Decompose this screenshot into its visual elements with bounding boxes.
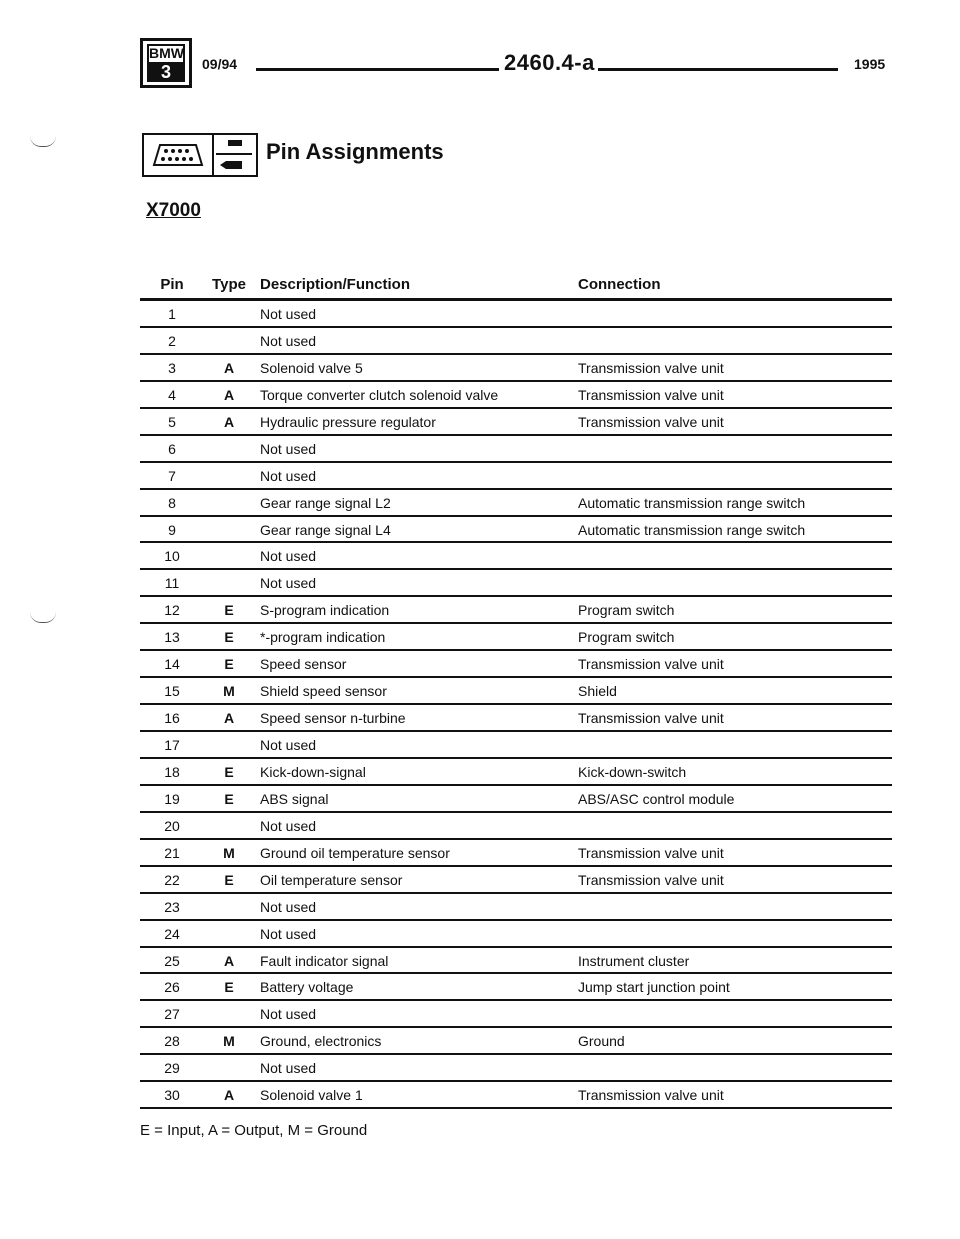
description-cell: Ground, electronics bbox=[260, 1033, 382, 1050]
description-cell: Hydraulic pressure regulator bbox=[260, 413, 436, 430]
connection-cell: Ground bbox=[578, 1033, 625, 1050]
pin-assignment-icon bbox=[214, 133, 258, 177]
badge-series: 3 bbox=[147, 62, 185, 82]
table-row bbox=[140, 597, 892, 624]
connector-id: X7000 bbox=[146, 200, 201, 221]
type-cell: E bbox=[224, 602, 234, 619]
type-cell: A bbox=[223, 413, 235, 430]
connection-cell: Transmission valve unit bbox=[578, 413, 724, 430]
pin-assignment-table bbox=[140, 272, 892, 1109]
pin-cell: 5 bbox=[168, 413, 176, 430]
pin-cell: 30 bbox=[164, 1087, 180, 1104]
table-row bbox=[140, 948, 892, 975]
header-pin: Pin bbox=[160, 276, 184, 293]
description-cell: Not used bbox=[260, 1006, 317, 1023]
description-cell: Not used bbox=[260, 548, 317, 565]
pin-cell: 29 bbox=[164, 1060, 180, 1077]
description-cell: Gear range signal L4 bbox=[260, 521, 391, 538]
description-cell: Oil temperature sensor bbox=[260, 871, 403, 888]
header-description: Description/Function bbox=[260, 276, 410, 293]
connection-cell: Automatic transmission range switch bbox=[578, 494, 806, 511]
table-row bbox=[140, 1001, 892, 1028]
type-cell: M bbox=[223, 683, 235, 700]
table-row bbox=[140, 786, 892, 813]
page-title: Pin Assignments bbox=[266, 139, 444, 164]
connection-cell: Transmission valve unit bbox=[578, 871, 724, 888]
table-row bbox=[140, 436, 892, 463]
pin-cell: 13 bbox=[164, 629, 180, 646]
table-row bbox=[140, 813, 892, 840]
pin-cell: 20 bbox=[164, 817, 180, 834]
pin-cell: 6 bbox=[168, 440, 176, 457]
table-row bbox=[140, 301, 892, 328]
description-cell: Not used bbox=[260, 440, 317, 457]
badge-brand: BMW bbox=[147, 44, 185, 64]
description-cell: Ground oil temperature sensor bbox=[260, 844, 450, 861]
description-cell: Gear range signal L2 bbox=[260, 494, 391, 511]
table-row bbox=[140, 355, 892, 382]
connection-cell: Instrument cluster bbox=[578, 952, 690, 969]
description-cell: Torque converter clutch solenoid valve bbox=[260, 386, 499, 403]
table-row bbox=[140, 974, 892, 1001]
pin-cell: 24 bbox=[164, 925, 180, 942]
type-cell: E bbox=[224, 763, 234, 780]
type-cell: A bbox=[223, 386, 235, 403]
type-cell: E bbox=[224, 656, 234, 673]
pin-cell: 18 bbox=[164, 763, 180, 780]
connection-cell: ABS/ASC control module bbox=[578, 790, 735, 807]
connection-cell: Transmission valve unit bbox=[578, 844, 724, 861]
connection-cell: Transmission valve unit bbox=[578, 656, 724, 673]
table-row bbox=[140, 328, 892, 355]
bmw-3-series-logo bbox=[140, 38, 192, 88]
description-cell: ABS signal bbox=[260, 790, 329, 807]
type-cell: A bbox=[223, 1087, 235, 1104]
table-row bbox=[140, 894, 892, 921]
table-row bbox=[140, 543, 892, 570]
pin-cell: 23 bbox=[164, 898, 180, 915]
table-row bbox=[140, 759, 892, 786]
description-cell: Speed sensor n-turbine bbox=[260, 710, 406, 727]
description-cell: Solenoid valve 1 bbox=[260, 1087, 363, 1104]
description-cell: Speed sensor bbox=[260, 656, 347, 673]
table-row bbox=[140, 705, 892, 732]
description-cell: Not used bbox=[260, 332, 317, 349]
type-legend: E = Input, A = Output, M = Ground bbox=[140, 1122, 368, 1139]
type-cell: E bbox=[224, 629, 234, 646]
header-rule bbox=[598, 68, 838, 71]
table-row bbox=[140, 651, 892, 678]
type-cell: E bbox=[224, 871, 234, 888]
type-cell: E bbox=[224, 790, 234, 807]
connection-cell: Shield bbox=[578, 683, 617, 700]
connection-cell: Automatic transmission range switch bbox=[578, 521, 806, 538]
connection-cell: Transmission valve unit bbox=[578, 1087, 724, 1104]
description-cell: Solenoid valve 5 bbox=[260, 359, 363, 376]
description-cell: Not used bbox=[260, 898, 317, 915]
table-row bbox=[140, 840, 892, 867]
table-row bbox=[140, 1055, 892, 1082]
pin-cell: 17 bbox=[164, 737, 180, 753]
table-row bbox=[140, 624, 892, 651]
connection-cell: Transmission valve unit bbox=[578, 386, 724, 403]
table-row bbox=[140, 1028, 892, 1055]
description-cell: Not used bbox=[260, 575, 317, 592]
pin-cell: 4 bbox=[168, 386, 176, 403]
punch-hole-mark bbox=[30, 136, 56, 147]
type-cell: M bbox=[223, 844, 235, 861]
description-cell: Shield speed sensor bbox=[260, 683, 387, 700]
description-cell: *-program indication bbox=[260, 629, 386, 646]
pin-cell: 16 bbox=[164, 710, 180, 727]
pin-cell: 10 bbox=[164, 548, 180, 565]
description-cell: S-program indication bbox=[260, 602, 390, 619]
table-row bbox=[140, 517, 892, 544]
description-cell: Kick-down-signal bbox=[260, 763, 366, 780]
header-connection: Connection bbox=[578, 276, 661, 293]
table-row bbox=[140, 382, 892, 409]
document-code: 2460.4-a bbox=[504, 50, 595, 75]
pin-cell: 12 bbox=[164, 602, 180, 619]
pin-cell: 19 bbox=[164, 790, 180, 807]
connection-cell: Kick-down-switch bbox=[578, 763, 687, 780]
pin-cell: 11 bbox=[164, 575, 180, 592]
table-row bbox=[140, 678, 892, 705]
description-cell: Not used bbox=[260, 737, 317, 753]
type-cell: E bbox=[224, 979, 234, 996]
type-cell: M bbox=[223, 1033, 235, 1050]
connection-cell: Transmission valve unit bbox=[578, 710, 724, 727]
table-row bbox=[140, 732, 892, 759]
description-cell: Fault indicator signal bbox=[260, 952, 389, 969]
pin-cell: 7 bbox=[168, 467, 176, 484]
connection-cell: Program switch bbox=[578, 602, 675, 619]
connector-pins-icon bbox=[142, 133, 214, 177]
pin-cell: 26 bbox=[164, 979, 180, 996]
pin-cell: 3 bbox=[168, 359, 176, 376]
type-cell: A bbox=[223, 952, 235, 969]
connection-cell: Program switch bbox=[578, 629, 675, 646]
connection-cell: Jump start junction point bbox=[578, 979, 730, 996]
table-row bbox=[140, 570, 892, 597]
pin-cell: 27 bbox=[164, 1006, 180, 1023]
table-row bbox=[140, 409, 892, 436]
header-rule bbox=[256, 68, 499, 71]
pin-cell: 1 bbox=[168, 306, 176, 322]
description-cell: Not used bbox=[260, 1060, 317, 1077]
pin-cell: 8 bbox=[168, 494, 176, 511]
connection-cell: Transmission valve unit bbox=[578, 359, 724, 376]
pin-cell: 21 bbox=[164, 844, 180, 861]
header-type: Type bbox=[212, 276, 246, 293]
description-cell: Not used bbox=[260, 467, 317, 484]
pin-cell: 2 bbox=[168, 332, 176, 349]
pin-cell: 22 bbox=[164, 871, 180, 888]
type-cell: A bbox=[223, 359, 235, 376]
pin-cell: 14 bbox=[164, 656, 180, 673]
punch-hole-mark bbox=[30, 612, 56, 623]
table-row bbox=[140, 1082, 892, 1109]
type-cell: A bbox=[223, 710, 235, 727]
description-cell: Not used bbox=[260, 817, 317, 834]
table-row bbox=[140, 921, 892, 948]
description-cell: Battery voltage bbox=[260, 979, 354, 996]
header-year: 1995 bbox=[854, 56, 886, 72]
table-row bbox=[140, 490, 892, 517]
table-row bbox=[140, 463, 892, 490]
pin-cell: 25 bbox=[164, 952, 180, 969]
pin-cell: 9 bbox=[168, 521, 176, 538]
pin-cell: 15 bbox=[164, 683, 180, 700]
header-date: 09/94 bbox=[202, 56, 238, 72]
description-cell: Not used bbox=[260, 925, 317, 942]
description-cell: Not used bbox=[260, 306, 317, 322]
table-header bbox=[140, 272, 892, 301]
pin-cell: 28 bbox=[164, 1033, 180, 1050]
page-header bbox=[140, 38, 900, 88]
table-row bbox=[140, 867, 892, 894]
